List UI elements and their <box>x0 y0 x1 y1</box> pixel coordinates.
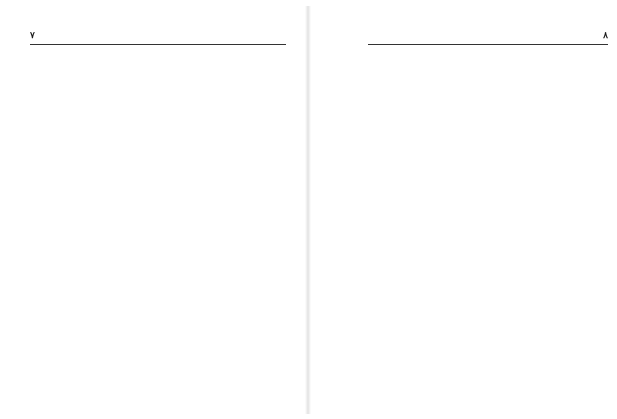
left-page <box>0 0 305 419</box>
right-page-number: ۸ <box>603 31 608 41</box>
right-page-header <box>368 28 608 45</box>
left-page-number: ۷ <box>30 31 35 41</box>
right-page <box>311 0 617 419</box>
left-page-header <box>30 28 286 45</box>
